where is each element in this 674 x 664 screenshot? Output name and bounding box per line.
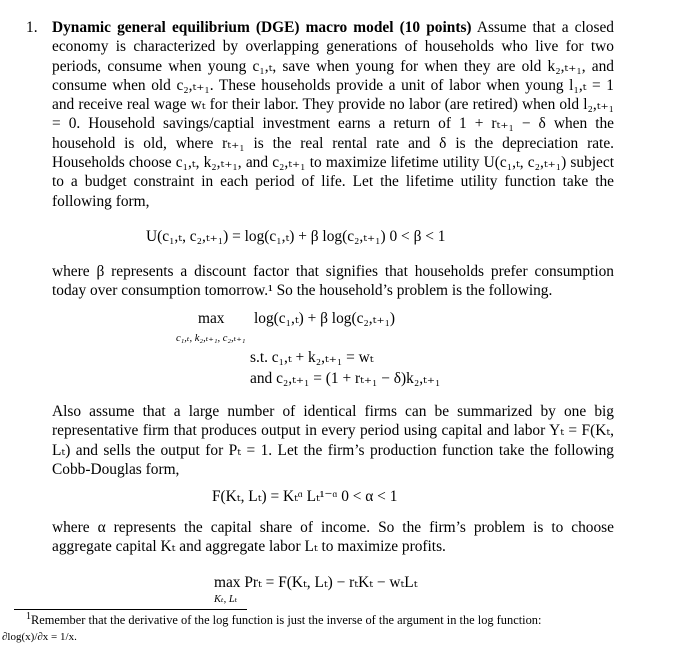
footnote [26, 610, 626, 628]
problem-paragraph-1 [52, 18, 614, 211]
production-function-equation: F(Kₜ, Lₜ) = Kₜᵅ Lₜ¹⁻ᵅ 0 < α < 1 [212, 488, 398, 505]
footnote-formula: ∂log(x)/∂x = 1/x. [2, 631, 77, 643]
problem-title: Dynamic general equilibrium (DGE) macro model (10 points) [52, 19, 472, 36]
problem-paragraph-3: Also assume that a large number of identical firms can be summarized by one big representative firm that produces output in every period using capital and labor Yₜ = F(Kₜ, Lₜ) and sells the output for Pₜ = 1. Let the firm’s production function take the following Cobb-Douglas form, [52, 403, 614, 478]
household-constraint-old: and c₂,ₜ₊₁ = (1 + rₜ₊₁ − δ)k₂,ₜ₊₁ [250, 370, 441, 387]
footnote-text: Remember that the derivative of the log function is just the inverse of the argument in the log function: [31, 613, 542, 627]
household-max-operator: max [198, 310, 225, 327]
problem-number: 1. [26, 19, 38, 36]
problem-text-1: Assume that a closed economy is characterized by overlapping generations of households who live for two periods, consume when young c₁,ₜ, save when young for when they are old k₂,ₜ₊₁, and consume when old c₂,ₜ₊₁. These households provide a unit of labor when young l₁,ₜ = 1 and receive real wage wₜ for their labor. They provide no labor (are retired) when old l₂,ₜ₊₁ = 0. Household savings/captial investment earns a return of 1 + rₜ₊₁ − δ when the household is old, where rₜ₊₁ is the real rental rate and δ is the depreciation rate. Households choose c₁,ₜ, k₂,ₜ₊₁, and c₂,ₜ₊₁ to maximize lifetime utility U(c₁,ₜ, c₂,ₜ₊₁) subject to a budget constraint in each period of life. Let the lifetime utility function take the following form, [52, 19, 614, 210]
problem-paragraph-4: where α represents the capital share of income. So the firm’s problem is to choose aggregate capital Kₜ and aggregate labor Lₜ to maximize profits. [52, 519, 614, 556]
firm-max-variables: Kₜ, Lₜ [214, 594, 238, 605]
footnote-rule [14, 609, 247, 610]
household-constraint-young: s.t. c₁,ₜ + k₂,ₜ₊₁ = wₜ [250, 349, 374, 366]
problem-paragraph-2: where β represents a discount factor that signifies that households prefer consumption today over consumption tomorrow.¹ So the household’s problem is the following. [52, 263, 614, 300]
firm-profit-equation: max Prₜ = F(Kₜ, Lₜ) − rₜKₜ − wₜLₜ [214, 574, 418, 591]
household-max-variables: c₁,ₜ, k₂,ₜ₊₁, c₂,ₜ₊₁ [176, 333, 246, 344]
utility-equation: U(c₁,ₜ, c₂,ₜ₊₁) = log(c₁,ₜ) + β log(c₂,ₜ₊₁) 0 < β < 1 [146, 228, 446, 245]
footnote-mark: 1 [26, 610, 31, 622]
household-objective: log(c₁,ₜ) + β log(c₂,ₜ₊₁) [254, 310, 396, 327]
